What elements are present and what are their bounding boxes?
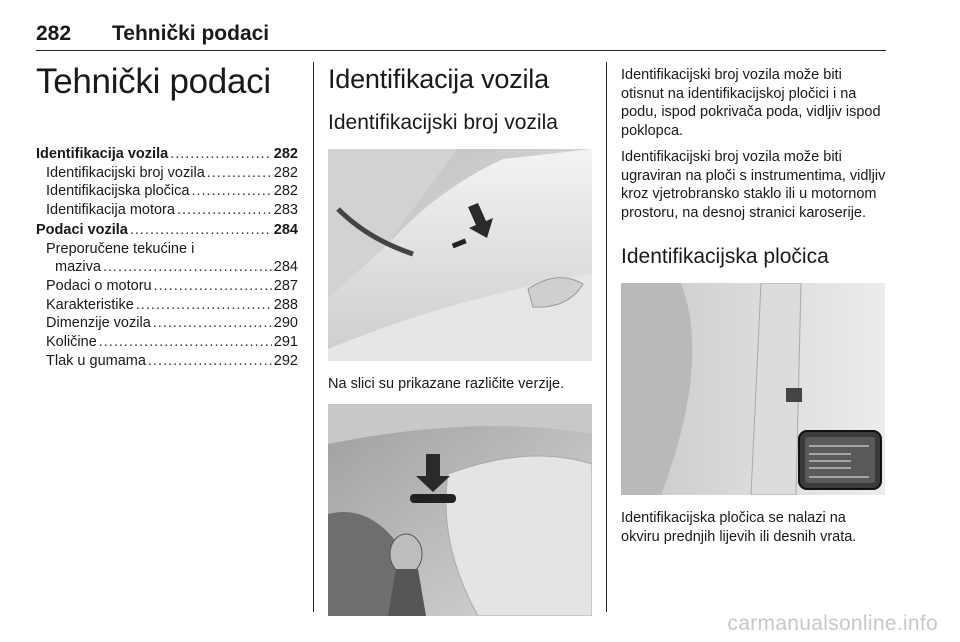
toc-entry-page: 291 xyxy=(273,334,298,351)
toc-entry-page: 288 xyxy=(273,296,298,313)
toc-leader xyxy=(191,182,271,201)
toc-leader xyxy=(99,333,272,352)
toc-entry-label: maziva xyxy=(55,259,101,276)
seat-cushion xyxy=(446,456,592,616)
toc-title: Tehnički podaci xyxy=(36,62,271,101)
toc-entry-maziva[interactable] xyxy=(36,258,298,277)
page-number: 282 xyxy=(36,22,72,45)
toc-entry-label: Karakteristike xyxy=(46,296,134,313)
toc-entry-label: Podaci vozila xyxy=(36,221,128,238)
toc-entry-preporucene-tekucine[interactable] xyxy=(36,240,298,259)
toc-leader xyxy=(136,296,272,315)
toc-entry-label: Količine xyxy=(46,334,97,351)
vin-paragraph-2: Identifikacijski broj vozila može biti ugraviran na ploči s instrumentima, vidljiv kroz vjetrobransko staklo ili u motornom prostoru, na desnoj stranici karoserije. xyxy=(621,149,886,221)
subsection-title: Identifikacijski broj vozila xyxy=(328,111,558,134)
plate-location-mark xyxy=(786,388,802,402)
toc-entry-podaci-vozila[interactable] xyxy=(36,221,298,240)
running-title: Tehnički podaci xyxy=(112,22,270,45)
toc-list xyxy=(36,145,298,370)
toc-entry-label: Dimenzije vozila xyxy=(46,315,151,332)
toc-leader xyxy=(103,258,272,277)
toc-entry-karakteristike[interactable] xyxy=(36,296,298,315)
toc-entry-page: 282 xyxy=(273,146,298,162)
toc-entry-label: Podaci o motoru xyxy=(46,277,152,294)
toc-entry-label: Tlak u gumama xyxy=(46,352,146,369)
toc-leader xyxy=(170,145,272,164)
toc-entry-label: Identifikacijska pločica xyxy=(46,183,190,200)
toc-entry-kolicine[interactable] xyxy=(36,333,298,352)
column-divider-2 xyxy=(606,62,607,612)
toc-entry-page: 283 xyxy=(273,202,298,219)
plate-detail xyxy=(805,437,875,483)
toc-entry-identifikacija-motora[interactable] xyxy=(36,201,298,220)
door-plate-figure xyxy=(621,283,885,495)
toc-entry-page: 284 xyxy=(273,259,298,276)
toc-entry-page: 290 xyxy=(273,315,298,332)
section-title: Identifikacija vozila xyxy=(328,64,549,94)
toc-entry-page: 282 xyxy=(273,183,298,200)
toc-entry-page: 292 xyxy=(273,352,298,369)
right-column xyxy=(621,62,887,546)
toc-entry-label: Preporučene tekućine i xyxy=(46,240,195,257)
toc-leader xyxy=(130,221,272,240)
gear-knob xyxy=(390,534,422,574)
figure-caption: Na slici su prikazane različite verzije. xyxy=(328,376,565,392)
windshield-vin-figure xyxy=(328,149,592,361)
header-rule xyxy=(36,50,886,51)
toc-column xyxy=(36,62,298,370)
toc-entry-identifikacijska-plocica[interactable] xyxy=(36,182,298,201)
toc-entry-page: 282 xyxy=(273,164,298,181)
toc-leader xyxy=(153,314,272,333)
column-divider-1 xyxy=(313,62,314,612)
toc-entry-label: Identifikacija vozila xyxy=(36,146,169,162)
toc-entry-dimenzije-vozila[interactable] xyxy=(36,314,298,333)
toc-entry-identifikacijski-broj[interactable] xyxy=(36,164,298,183)
floor-vin-figure xyxy=(328,404,592,616)
watermark: carmanualsonline.info xyxy=(727,612,938,635)
toc-leader xyxy=(154,277,272,296)
plate-title: Identifikacijska pločica xyxy=(621,245,829,268)
vin-cover-slot xyxy=(410,494,456,503)
toc-leader xyxy=(148,352,272,371)
toc-entry-tlak-u-gumama[interactable] xyxy=(36,352,298,371)
toc-entry-identifikacija-vozila[interactable] xyxy=(36,145,298,164)
toc-entry-podaci-o-motoru[interactable] xyxy=(36,277,298,296)
plate-paragraph: Identifikacijska pločica se nalazi na okviru prednjih lijevih ili desnih vrata. xyxy=(621,510,857,545)
toc-entry-page: 284 xyxy=(273,221,298,238)
toc-leader xyxy=(207,164,272,183)
vin-paragraph-1: Identifikacijski broj vozila može biti otisnut na identifikacijskoj pločici i na podu, ispod pokrivača poda, vidljiv ispod poklopca. xyxy=(621,67,881,139)
toc-entry-label: Identifikacija motora xyxy=(46,202,175,219)
toc-entry-page: 287 xyxy=(273,277,298,294)
section-column xyxy=(328,62,592,616)
toc-entry-label: Identifikacijski broj vozila xyxy=(46,164,205,181)
toc-leader xyxy=(177,201,272,220)
